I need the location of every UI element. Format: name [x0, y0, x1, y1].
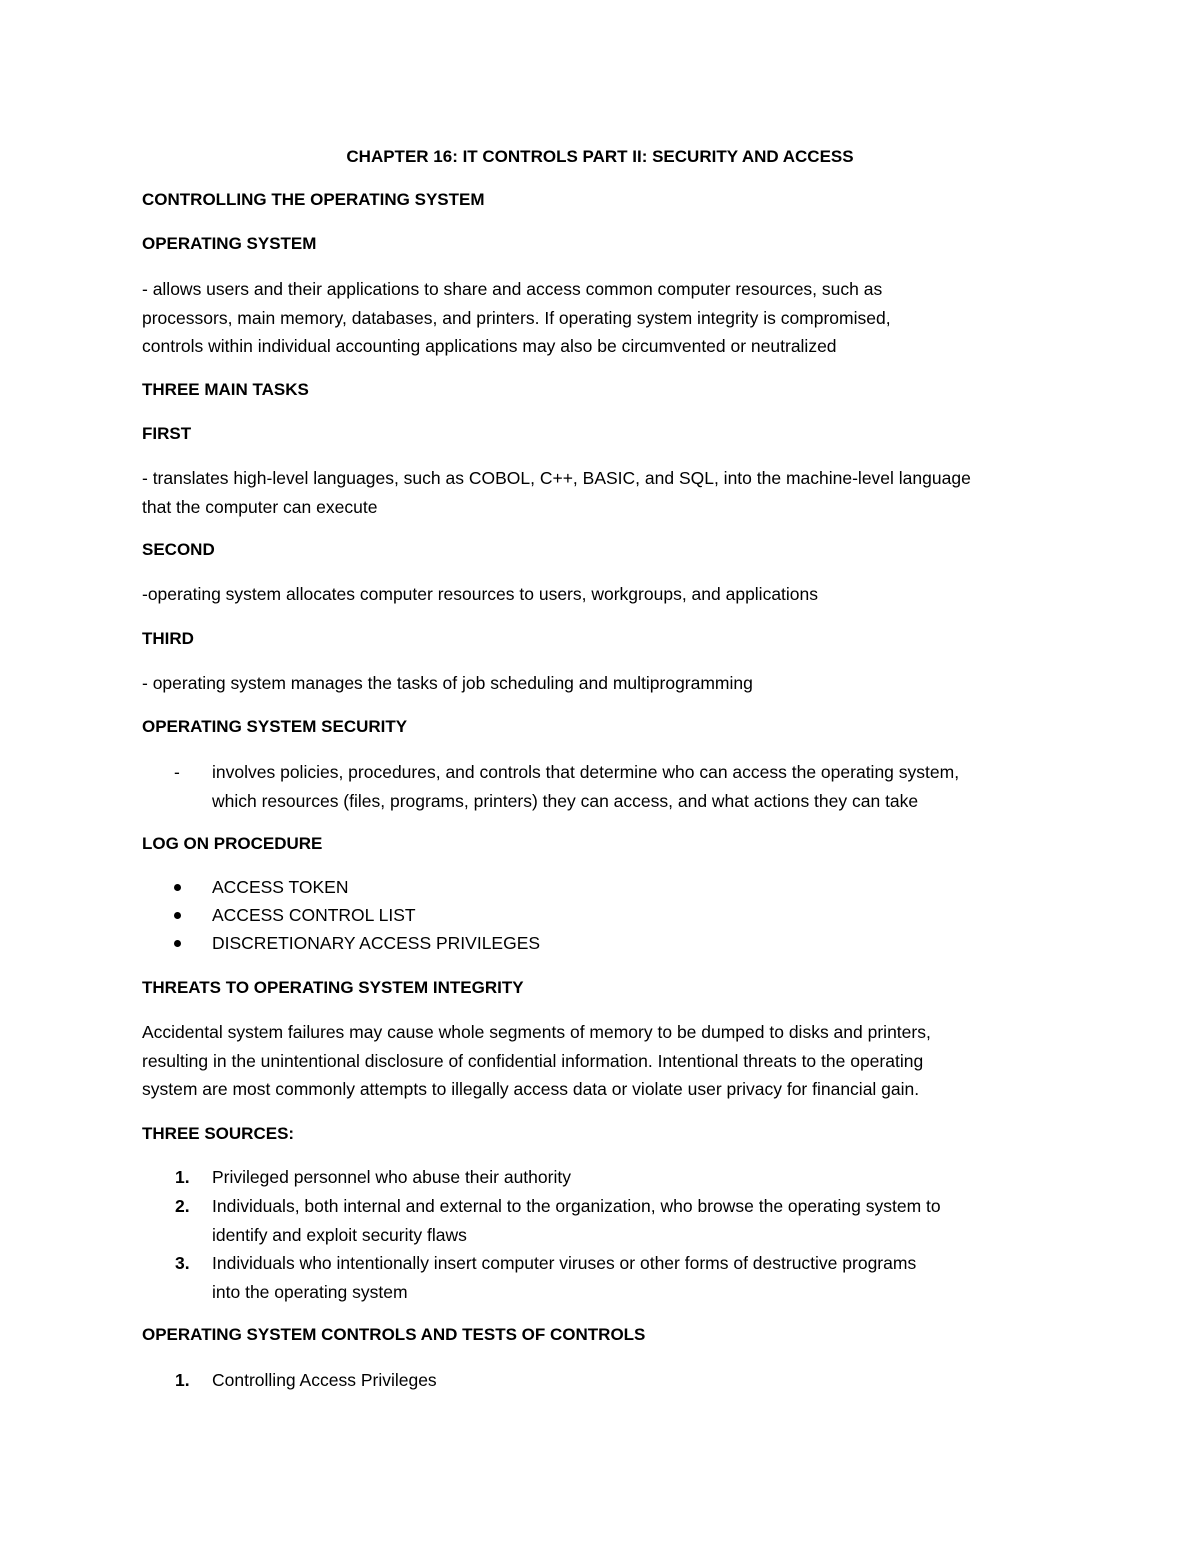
- heading-os-security: OPERATING SYSTEM SECURITY: [142, 717, 408, 736]
- bullet-icon: [174, 912, 181, 919]
- list-item-line: Privileged personnel who abuse their authority: [212, 1167, 571, 1187]
- heading-three-main-tasks: THREE MAIN TASKS: [142, 380, 309, 399]
- paragraph-third: [142, 669, 1062, 698]
- heading-three-sources: THREE SOURCES:: [142, 1124, 295, 1143]
- paragraph-line: -operating system allocates computer resources to users, workgroups, and applications: [142, 584, 819, 604]
- paragraph-second: [142, 580, 1062, 609]
- heading-third: THIRD: [142, 629, 194, 648]
- paragraph-line: - operating system manages the tasks of job scheduling and multiprogramming: [142, 673, 753, 693]
- heading-log-on: LOG ON PROCEDURE: [142, 834, 323, 853]
- paragraph-line: Accidental system failures may cause whole segments of memory to be dumped to disks and printers,: [142, 1022, 931, 1042]
- list-item-label: DISCRETIONARY ACCESS PRIVILEGES: [212, 933, 541, 953]
- heading-controlling-os: CONTROLLING THE OPERATING SYSTEM: [142, 190, 485, 209]
- heading-second: SECOND: [142, 540, 215, 559]
- paragraph-threats: [142, 1018, 1062, 1104]
- list-item-line: which resources (files, programs, printers) they can access, and what actions they can take: [212, 790, 919, 811]
- heading-threats: THREATS TO OPERATING SYSTEM INTEGRITY: [142, 978, 524, 997]
- list-item-line: involves policies, procedures, and controls that determine who can access the operating system,: [212, 762, 960, 782]
- list-item-line: into the operating system: [212, 1281, 408, 1302]
- paragraph-line: processors, main memory, databases, and printers. If operating system integrity is compromised,: [142, 307, 891, 328]
- chapter-title: CHAPTER 16: IT CONTROLS PART II: SECURITY AND ACCESS: [346, 147, 854, 166]
- paragraph-line: system are most commonly attempts to illegally access data or violate user privacy for financial gain.: [142, 1079, 920, 1099]
- bullet-icon: [174, 884, 181, 891]
- paragraph-line: - allows users and their applications to share and access common computer resources, such as: [142, 279, 883, 299]
- heading-operating-system: OPERATING SYSTEM: [142, 234, 317, 253]
- heading-first: FIRST: [142, 424, 192, 443]
- list-number: 1.: [175, 1370, 190, 1390]
- paragraph-line: resulting in the unintentional disclosure of confidential information. Intentional threats to the operating: [142, 1050, 924, 1071]
- paragraph-line: that the computer can execute: [142, 496, 378, 517]
- paragraph-line: - translates high-level languages, such as COBOL, C++, BASIC, and SQL, into the machine-level language: [142, 468, 971, 488]
- paragraph-line: controls within individual accounting applications may also be circumvented or neutralized: [142, 336, 837, 356]
- list-number: 2.: [175, 1196, 190, 1216]
- paragraph-first: [142, 464, 1062, 521]
- list-item-label: ACCESS CONTROL LIST: [212, 905, 416, 925]
- paragraph-os-definition: [142, 275, 1062, 361]
- list-number: 3.: [175, 1253, 190, 1273]
- list-number: 1.: [175, 1167, 190, 1187]
- list-item-label: ACCESS TOKEN: [212, 877, 349, 897]
- list-item-line: Individuals, both internal and external to the organization, who browse the operating system to: [212, 1196, 941, 1216]
- list-item-line: identify and exploit security flaws: [212, 1224, 467, 1245]
- heading-controls-tests: OPERATING SYSTEM CONTROLS AND TESTS OF CONTROLS: [142, 1325, 646, 1344]
- list-item-line: Individuals who intentionally insert computer viruses or other forms of destructive programs: [212, 1253, 917, 1273]
- bullet-icon: [174, 940, 181, 947]
- dash-marker: -: [174, 762, 180, 782]
- list-item-line: Controlling Access Privileges: [212, 1370, 437, 1390]
